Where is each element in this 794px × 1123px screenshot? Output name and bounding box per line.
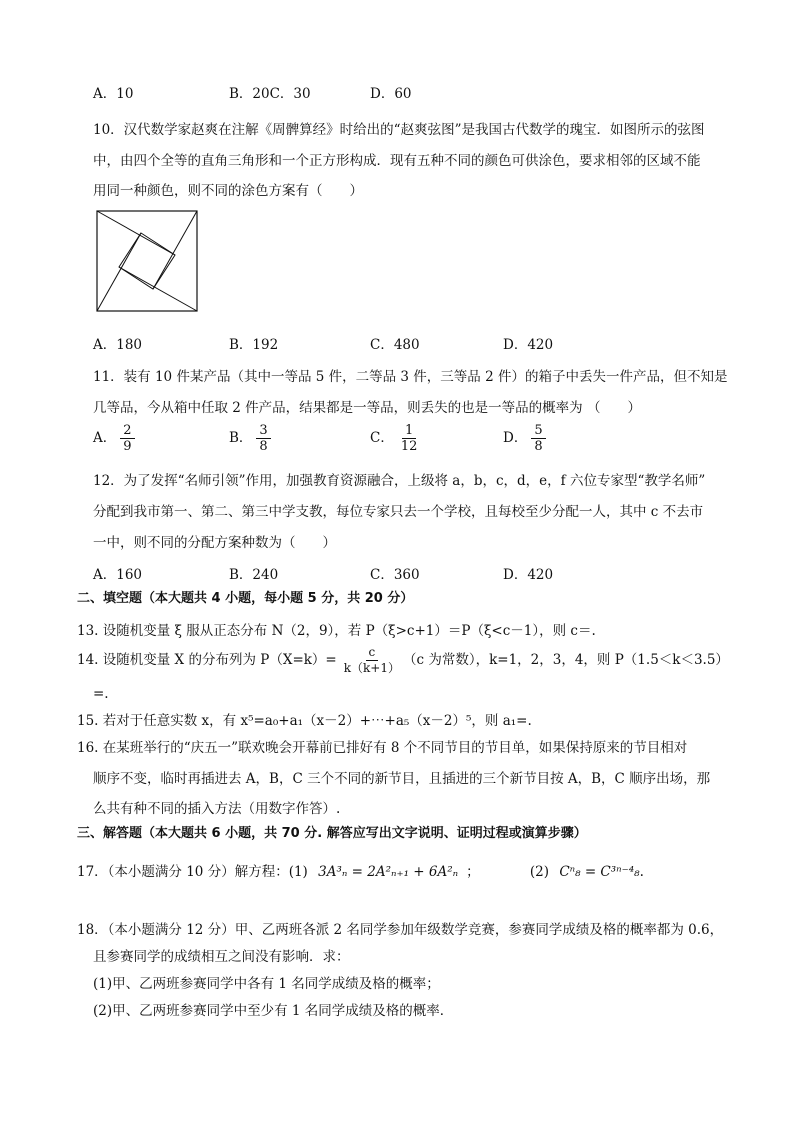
- q10-line-3: 用同一种颜色，则不同的涂色方案有（ ）: [93, 183, 363, 199]
- section-2-heading: 二、填空题（本大题共 4 小题，每小题 5 分，共 20 分）: [77, 591, 414, 606]
- q17-equation-2: Cⁿ₈ = C³ⁿ⁻⁴₈: [559, 864, 640, 880]
- fraction: [531, 423, 545, 454]
- q14-line-1: [77, 645, 729, 676]
- q17-line: 17．（本小题满分 10 分）解方程：(1) 3A³ₙ = 2A²ₙ₊₁ + 6A²ₙ ； (2) Cⁿ₈ = C³ⁿ⁻⁴₈.: [77, 864, 644, 880]
- numerator: c: [366, 645, 379, 661]
- q11-option-c: [370, 423, 420, 454]
- q17-separator: ；: [466, 864, 480, 880]
- q10-option-b: B．192: [229, 337, 279, 353]
- q17-equation-1: 3A³ₙ = 2A²ₙ₊₁ + 6A²ₙ: [318, 864, 459, 880]
- q16-line-2: 顺序不变，临时再插进去 A，B，C 三个不同的新节目，且插进的三个新节目按 A，B，C 顺序出场，那: [93, 771, 711, 787]
- q18-line-1: 18．（本小题满分 12 分）甲、乙两班各派 2 名同学参加年级数学竞赛，参赛同学成绩及格的概率都为 0.6，: [77, 922, 724, 938]
- q14-fraction: [341, 645, 403, 676]
- q9-option-a: A．10: [93, 86, 134, 102]
- numerator: 1: [402, 423, 416, 439]
- option-label: B．: [229, 430, 253, 446]
- option-label: D．: [503, 430, 528, 446]
- q12-option-d: D．420: [503, 567, 554, 583]
- q18-line-4: (2)甲、乙两班参赛同学中至少有 1 名同学成绩及格的概率．: [93, 1003, 454, 1019]
- q9-option-d: D．60: [370, 86, 412, 102]
- zhao-shuang-diagram: [96, 210, 198, 312]
- q16-line-1: 16. 在某班举行的“庆五一”联欢晚会开幕前已排好有 8 个不同节目的节目单，如果保持原来的节目相对: [77, 740, 688, 756]
- q18-line-3: (1)甲、乙两班参赛同学中各有 1 名同学成绩及格的概率；: [93, 976, 440, 992]
- q12-option-c: C．360: [370, 567, 420, 583]
- q10-option-a: A．180: [93, 337, 143, 353]
- fraction: [120, 423, 134, 454]
- q17-part-2: (2): [529, 864, 550, 880]
- q10-line-1: 10．汉代数学家赵爽在注解《周髀算经》时给出的“赵爽弦图”是我国古代数学的瑰宝．如图所示的弦图: [93, 122, 705, 138]
- option-label: A．: [93, 430, 117, 446]
- denominator: 9: [123, 439, 132, 454]
- q10-line-2: 中，由四个全等的直角三角形和一个正方形构成．现有五种不同的颜色可供涂色，要求相邻的区域不能: [93, 153, 701, 169]
- fraction: [398, 423, 421, 454]
- q10-option-d: D．420: [503, 337, 554, 353]
- q11-option-d: [503, 423, 546, 454]
- q13-text: 13. 设随机变量 ξ 服从正态分布 N（2，9），若 P（ξ>c+1）＝P（ξ<c－1），则 c＝.: [77, 623, 596, 639]
- q10-option-c: C．480: [370, 337, 420, 353]
- numerator: 5: [531, 423, 545, 439]
- q12-line-2: 分配到我市第一、第二、第三中学支教，每位专家只去一个学校，且每校至少分配一人，其中 c 不去市: [93, 504, 704, 520]
- q15-text: 15. 若对于任意实数 x，有 x⁵=a₀+a₁（x－2）+⋯+a₅（x－2）⁵，则 a₁=.: [77, 713, 532, 729]
- q11-line-2: 几等品，今从箱中任取 2 件产品，结果都是一等品，则丢失的也是一等品的概率为 （ ）: [93, 400, 641, 416]
- numerator: 3: [256, 423, 270, 439]
- denominator: k（k+1）: [343, 661, 400, 675]
- q12-option-b: B．240: [229, 567, 279, 583]
- q14-line-2: =.: [93, 686, 109, 702]
- denominator: 12: [400, 439, 418, 454]
- denominator: 8: [534, 439, 543, 454]
- q12-line-1: 12．为了发挥“名师引领”作用，加强教育资源融合，上级将 a，b，c，d，e，f 六位专家型“教学名师”: [93, 473, 706, 489]
- q9-option-b: B．20C．30: [229, 86, 311, 102]
- q14-prefix: 14. 设随机变量 X 的分布列为 P（X=k）=: [77, 652, 337, 668]
- section-3-heading: 三、解答题（本大题共 6 小题，共 70 分. 解答应写出文字说明、证明过程或演算步骤）: [77, 826, 587, 841]
- q12-option-a: A．160: [93, 567, 143, 583]
- option-label: C．: [370, 430, 394, 446]
- q11-option-b: [229, 423, 271, 454]
- denominator: 8: [259, 439, 268, 454]
- numerator: 2: [120, 423, 134, 439]
- q16-line-3: 么共有种不同的插入方法（用数字作答）.: [93, 801, 341, 817]
- q11-option-a: [93, 423, 135, 454]
- q14-suffix: （c 为常数），k=1，2，3，4，则 P（1.5＜k＜3.5）: [402, 652, 729, 668]
- fraction: [256, 423, 270, 454]
- q17-prefix: 17．（本小题满分 10 分）解方程：(1): [77, 864, 308, 880]
- q18-line-2: 且参赛同学的成绩相互之间没有影响．求：: [93, 949, 350, 965]
- q12-line-3: 一中，则不同的分配方案种数为（ ）: [93, 535, 336, 551]
- q11-line-1: 11．装有 10 件某产品（其中一等品 5 件，二等品 3 件，三等品 2 件）的箱子中丢失一件产品，但不知是: [93, 369, 728, 385]
